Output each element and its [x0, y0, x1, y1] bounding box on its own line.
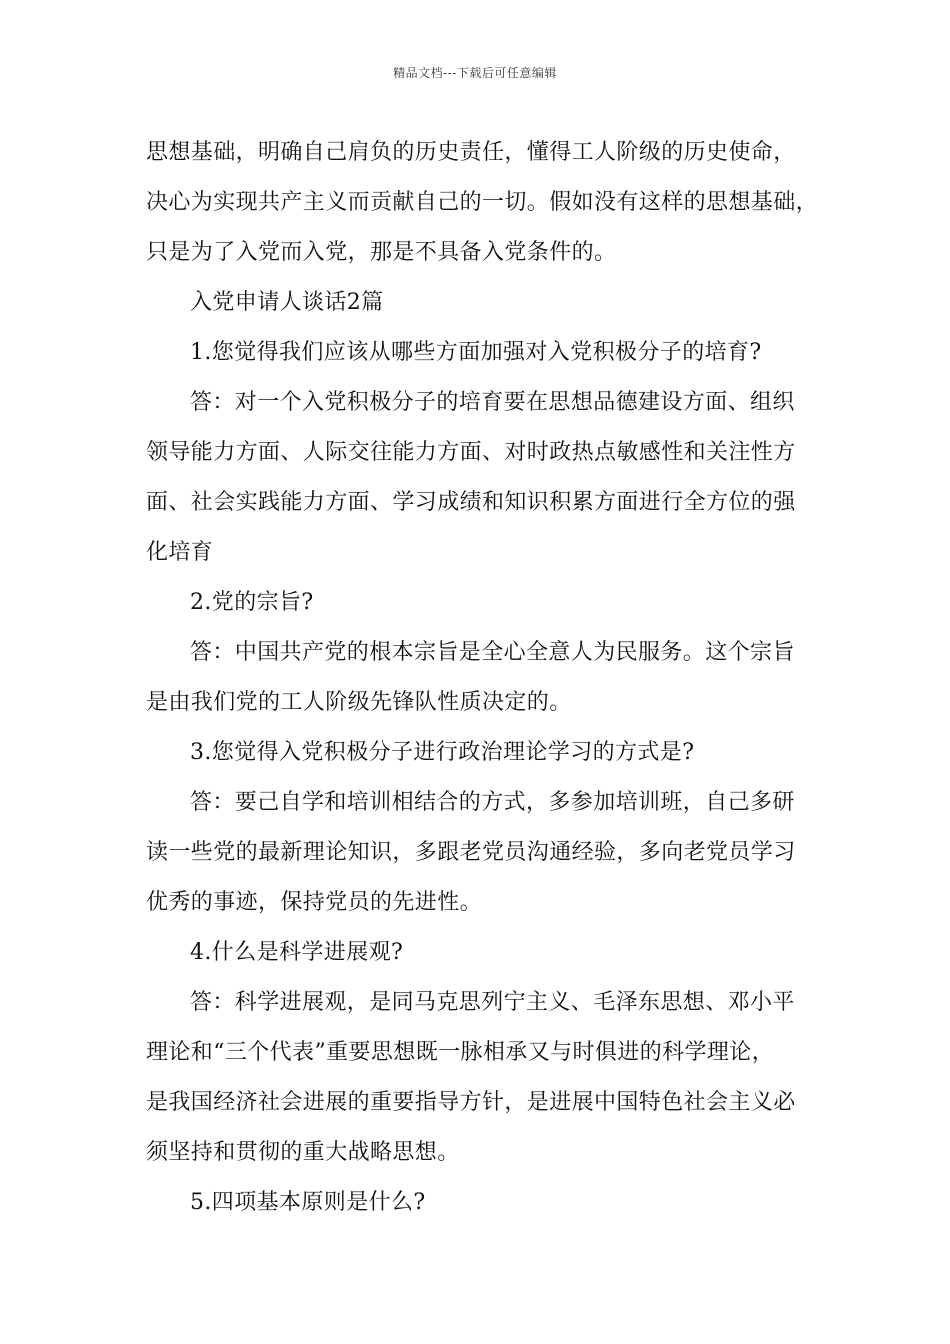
answer-4-line: 答：科学进展观，是同马克思列宁主义、毛泽东思想、邓小平	[190, 990, 795, 1015]
answer-1-line: 面、社会实践能力方面、学习成绩和知识积累方面进行全方位的强	[146, 490, 796, 515]
answer-4-line: 须坚持和贯彻的重大战略思想。	[146, 1140, 460, 1165]
answer-4-line: 理论和“三个代表”重要思想既一脉相承又与时俱进的科学理论，	[146, 1040, 775, 1065]
document-body	[146, 128, 819, 1228]
text-line: 决心为实现共产主义而贡献自己的一切。假如没有这样的思想基础，	[146, 190, 819, 215]
answer-1-line: 化培育	[146, 540, 214, 565]
question-2: 2.党的宗旨?	[190, 590, 314, 615]
answer-2-line: 答：中国共产党的根本宗旨是全心全意人为民服务。这个宗旨	[190, 640, 795, 665]
question-4: 4.什么是科学进展观?	[190, 940, 404, 965]
text-line: 只是为了入党而入党，那是不具备入党条件的。	[146, 240, 617, 265]
question-5: 5.四项基本原则是什么?	[190, 1190, 426, 1215]
answer-1-line: 答：对一个入党积极分子的培育要在思想品德建设方面、组织	[190, 390, 795, 415]
page-header: 精品文档---下载后可任意编辑	[393, 66, 557, 80]
question-1: 1.您觉得我们应该从哪些方面加强对入党积极分子的培育?	[190, 340, 762, 365]
answer-3-line: 读一些党的最新理论知识，多跟老党员沟通经验，多向老党员学习	[146, 840, 796, 865]
answer-3-line: 答：要己自学和培训相结合的方式，多参加培训班，自己多研	[190, 790, 795, 815]
answer-1-line: 领导能力方面、人际交往能力方面、对时政热点敏感性和关注性方	[146, 440, 796, 465]
question-3: 3.您觉得入党积极分子进行政治理论学习的方式是?	[190, 740, 695, 765]
section-title: 入党申请人谈话2篇	[190, 290, 384, 315]
text-line: 思想基础，明确自己肩负的历史责任，懂得工人阶级的历史使命，	[146, 140, 796, 165]
answer-4-line: 是我国经济社会进展的重要指导方针，是进展中国特色社会主义必	[146, 1090, 796, 1115]
answer-3-line: 优秀的事迹，保持党员的先进性。	[146, 890, 483, 915]
answer-2-line: 是由我们党的工人阶级先锋队性质决定的。	[146, 690, 572, 715]
